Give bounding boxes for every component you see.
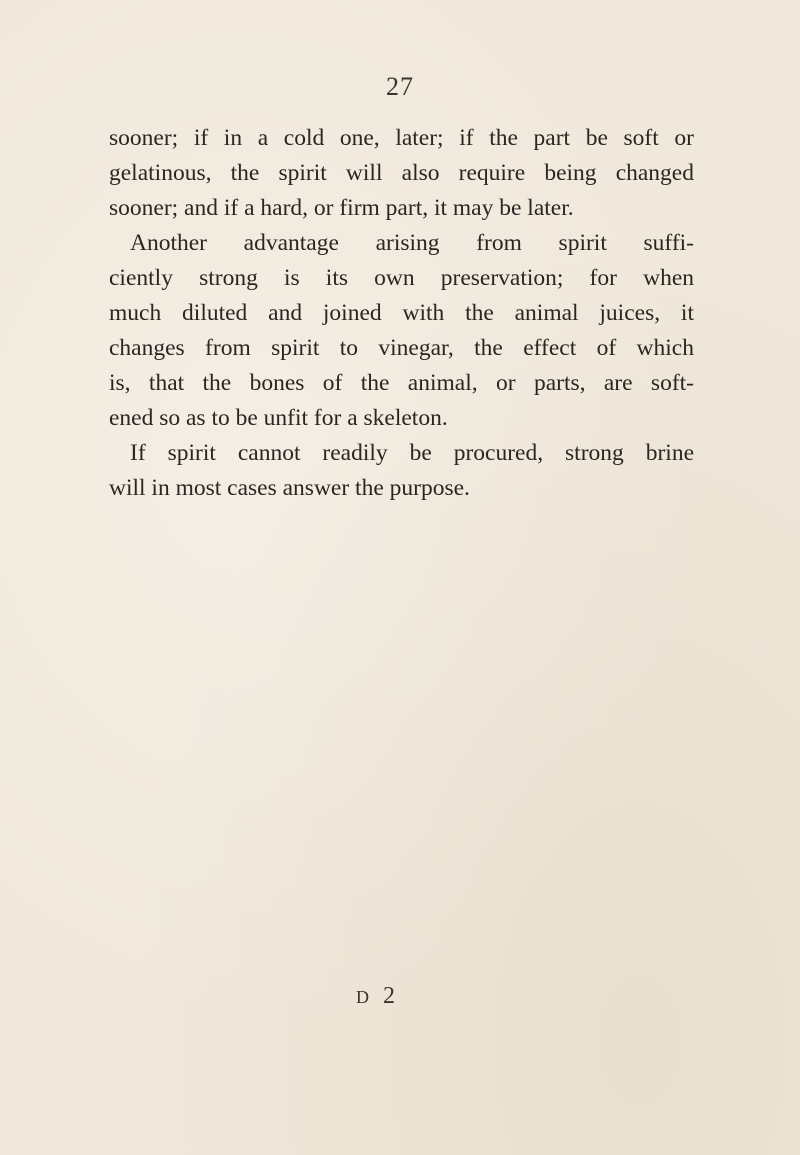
body-text xyxy=(109,121,694,506)
paragraph-start-line: Another advantage arising from spirit suffi- xyxy=(130,230,694,256)
text-line: changes from spirit to vinegar, the effect of which xyxy=(109,335,694,361)
text-line: sooner; if in a cold one, later; if the part be soft or xyxy=(109,125,694,151)
page-number: 27 xyxy=(386,72,414,101)
text-line: ciently strong is its own preservation; for when xyxy=(109,265,694,291)
text-line: much diluted and joined with the animal juices, it xyxy=(109,300,694,326)
signature-mark xyxy=(356,983,399,1010)
text-line: sooner; and if a hard, or firm part, it may be later. xyxy=(109,195,574,221)
paragraph-start-line: If spirit cannot readily be procured, strong brine xyxy=(130,440,694,466)
text-line: will in most cases answer the purpose. xyxy=(109,475,470,501)
signature-number: 2 xyxy=(383,983,399,1009)
text-line: is, that the bones of the animal, or parts, are soft- xyxy=(109,370,694,396)
text-line: gelatinous, the spirit will also require being changed xyxy=(109,160,694,186)
text-line: ened so as to be unfit for a skeleton. xyxy=(109,405,448,431)
signature-letter: D xyxy=(356,987,373,1007)
